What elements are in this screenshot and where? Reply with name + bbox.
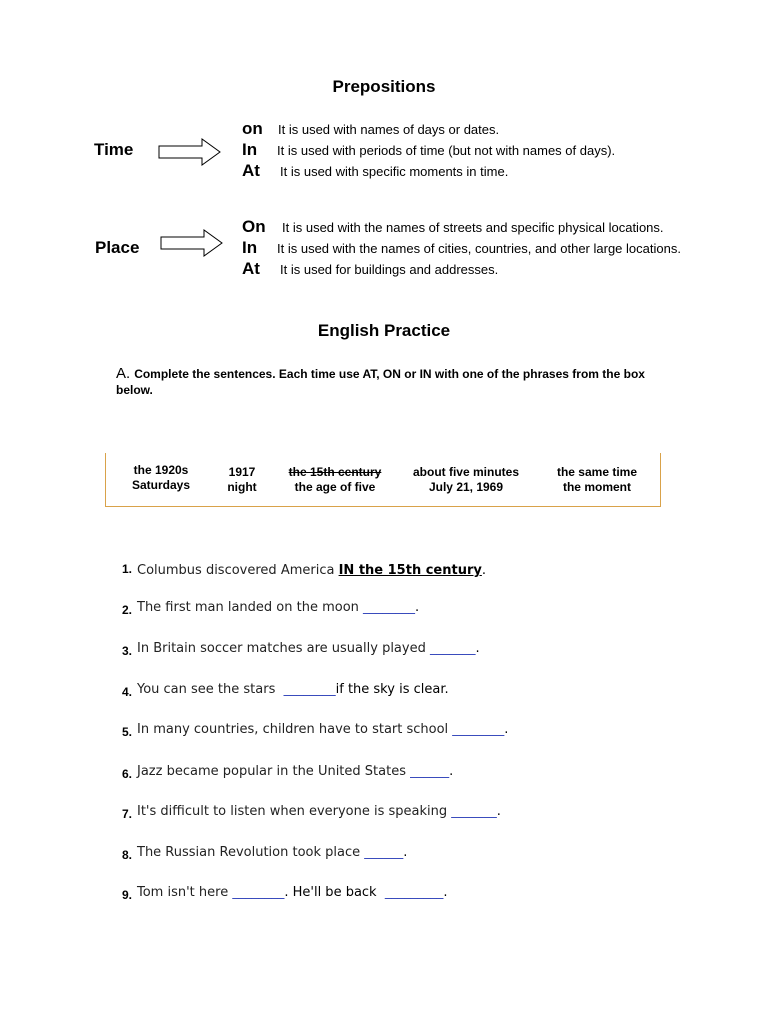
phrase-top: 1917 — [228, 465, 256, 479]
exercise-number: 6. — [122, 767, 133, 781]
phrase-top: about five minutes — [412, 465, 519, 479]
exercise-text: It's difficult to listen when everyone is speaking — [137, 804, 452, 819]
answer-blank[interactable]: ________ — [363, 600, 416, 615]
exercise-text: Columbus discovered America — [137, 563, 339, 578]
prep-word-time-on: on — [242, 119, 263, 138]
exercise-text-end: . — [475, 641, 480, 656]
exercise-item — [122, 885, 448, 902]
phrase-cell — [400, 465, 532, 495]
prep-desc-time-on: It is used with names of days or dates. — [278, 122, 500, 137]
exercise-text-end: if the sky is clear. — [335, 682, 449, 697]
exercise-text: The Russian Revolution took place — [137, 845, 365, 860]
exercise-text-mid: . He'll be back — [284, 885, 385, 900]
exercise-item — [122, 804, 501, 821]
prep-word-time-at: At — [242, 161, 260, 180]
phrase-bottom: Saturdays — [131, 478, 191, 492]
exercise-text: In Britain soccer matches are usually played — [137, 641, 430, 656]
instruction-letter: A. — [116, 365, 131, 382]
time-label: Time — [94, 140, 134, 159]
exercise-text: Jazz became popular in the United States — [137, 764, 411, 779]
exercise-text: You can see the stars — [137, 682, 284, 697]
exercise-number: 5. — [122, 725, 133, 739]
prep-word-place-in: In — [242, 238, 258, 257]
exercise-number: 3. — [122, 644, 133, 658]
phrase-cell — [540, 465, 654, 495]
prep-desc-place-on: It is used with the names of streets and specific physical locations. — [282, 220, 664, 235]
exercise-number: 9. — [122, 888, 133, 902]
phrase-top: the 1920s — [133, 463, 189, 477]
page-title: Prepositions — [332, 77, 436, 96]
exercise-number: 2. — [122, 603, 133, 617]
prep-desc-time-in: It is used with periods of time (but not with names of days). — [277, 143, 616, 158]
exercise-text: In many countries, children have to start school — [137, 722, 453, 737]
prep-word-time-in: In — [242, 140, 258, 159]
exercise-number: 8. — [122, 848, 133, 862]
answer-blank[interactable]: ________ — [232, 885, 285, 900]
exercise-text-end: . — [415, 600, 420, 615]
right-arrow-icon — [158, 138, 222, 166]
phrase-bottom: night — [227, 480, 257, 494]
exercise-item — [122, 562, 486, 578]
instruction-text: Complete the sentences. Each time use AT, ON or IN with one of the phrases from the box below. — [116, 367, 645, 397]
place-label: Place — [95, 238, 140, 257]
exercise-text: Tom isn't here — [137, 885, 233, 900]
phrase-cell — [276, 465, 394, 495]
exercise-item — [122, 764, 453, 781]
answer-blank[interactable]: _______ — [451, 804, 497, 819]
exercise-item — [122, 682, 449, 699]
answer-blank[interactable]: ______ — [410, 764, 450, 779]
phrase-bottom: the age of five — [294, 480, 376, 494]
exercise-item — [122, 722, 508, 739]
answer-blank[interactable]: _________ — [384, 885, 444, 900]
prep-word-place-at: At — [242, 259, 260, 278]
exercise-text-end: . — [496, 804, 501, 819]
exercise-text-end: . — [449, 764, 454, 779]
phrase-top: the same time — [556, 465, 638, 479]
answer-blank[interactable]: ________ — [452, 722, 505, 737]
prep-word-place-on: On — [242, 217, 266, 236]
prep-desc-place-at: It is used for buildings and addresses. — [280, 262, 499, 277]
exercise-answer: IN the 15th century — [338, 563, 482, 578]
phrase-cell — [212, 465, 272, 495]
exercise-item — [122, 845, 407, 862]
exercise-text-end: . — [403, 845, 408, 860]
right-arrow-icon — [160, 229, 224, 257]
phrase-cell — [115, 463, 207, 493]
answer-blank[interactable]: ________ — [283, 682, 336, 697]
prep-desc-time-at: It is used with specific moments in time. — [280, 164, 509, 179]
exercise-item — [122, 641, 480, 658]
exercise-number: 1. — [122, 562, 133, 576]
prep-desc-place-in: It is used with the names of cities, countries, and other large locations. — [277, 241, 681, 256]
phrase-bottom: July 21, 1969 — [428, 480, 504, 494]
exercise-number: 7. — [122, 807, 133, 821]
answer-blank[interactable]: _______ — [429, 641, 476, 656]
exercise-item — [122, 600, 419, 617]
exercise-number: 4. — [122, 685, 133, 699]
answer-blank[interactable]: ______ — [364, 845, 404, 860]
phrase-top-crossed: the 15th century — [288, 465, 382, 479]
instruction — [116, 366, 676, 398]
exercise-text-end: . — [481, 563, 486, 578]
exercise-text-end: . — [504, 722, 509, 737]
phrase-bottom: the moment — [562, 480, 631, 494]
exercise-text: The first man landed on the moon — [137, 600, 364, 615]
practice-title: English Practice — [317, 321, 451, 340]
exercise-text-end: . — [443, 885, 448, 900]
